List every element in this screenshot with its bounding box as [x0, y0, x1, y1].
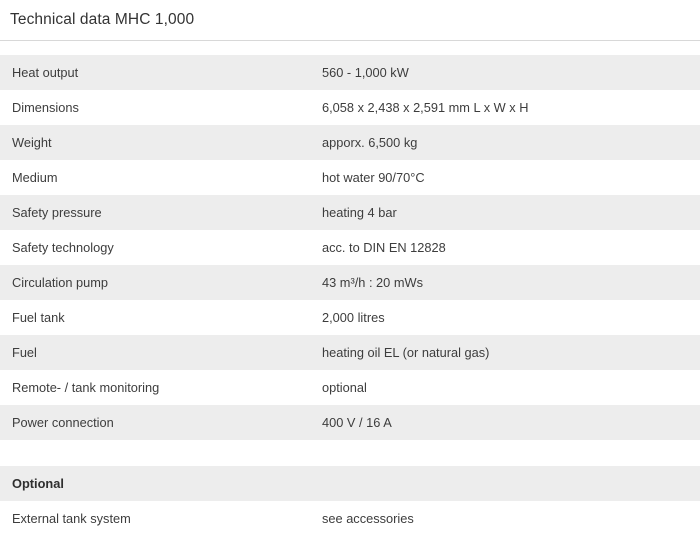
optional-table [0, 466, 700, 536]
table-row [0, 335, 700, 370]
table-row [0, 300, 700, 335]
optional-header-value [310, 466, 700, 501]
section-spacer [0, 440, 700, 466]
table-row [0, 90, 700, 125]
row-label: External tank system [0, 501, 310, 536]
row-label: Medium [0, 160, 310, 195]
row-value: 43 m³/h : 20 mWs [310, 265, 700, 300]
row-value: heating 4 bar [310, 195, 700, 230]
table-row [0, 230, 700, 265]
row-label: Power connection [0, 405, 310, 440]
row-value: hot water 90/70°C [310, 160, 700, 195]
row-value: heating oil EL (or natural gas) [310, 335, 700, 370]
row-value: 560 - 1,000 kW [310, 55, 700, 90]
row-value: see accessories [310, 501, 700, 536]
row-label: Dimensions [0, 90, 310, 125]
row-value: 400 V / 16 A [310, 405, 700, 440]
row-value: acc. to DIN EN 12828 [310, 230, 700, 265]
optional-header-label: Optional [0, 466, 310, 501]
table-row [0, 160, 700, 195]
row-value: optional [310, 370, 700, 405]
row-label: Fuel tank [0, 300, 310, 335]
row-label: Remote- / tank monitoring [0, 370, 310, 405]
technical-data-table [0, 55, 700, 440]
title-divider [0, 40, 700, 41]
row-label: Safety pressure [0, 195, 310, 230]
optional-table-header-row [0, 466, 700, 501]
table-row [0, 125, 700, 160]
row-label: Safety technology [0, 230, 310, 265]
row-value: apporx. 6,500 kg [310, 125, 700, 160]
row-label: Heat output [0, 55, 310, 90]
table-row [0, 370, 700, 405]
row-value: 6,058 x 2,438 x 2,591 mm L x W x H [310, 90, 700, 125]
table-row [0, 501, 700, 536]
table-row [0, 55, 700, 90]
page-title: Technical data MHC 1,000 [10, 11, 195, 28]
row-label: Weight [0, 125, 310, 160]
technical-data-body [0, 55, 700, 440]
table-row [0, 195, 700, 230]
row-value: 2,000 litres [310, 300, 700, 335]
table-row [0, 265, 700, 300]
row-label: Fuel [0, 335, 310, 370]
row-label: Circulation pump [0, 265, 310, 300]
optional-table-body [0, 466, 700, 536]
table-row [0, 405, 700, 440]
